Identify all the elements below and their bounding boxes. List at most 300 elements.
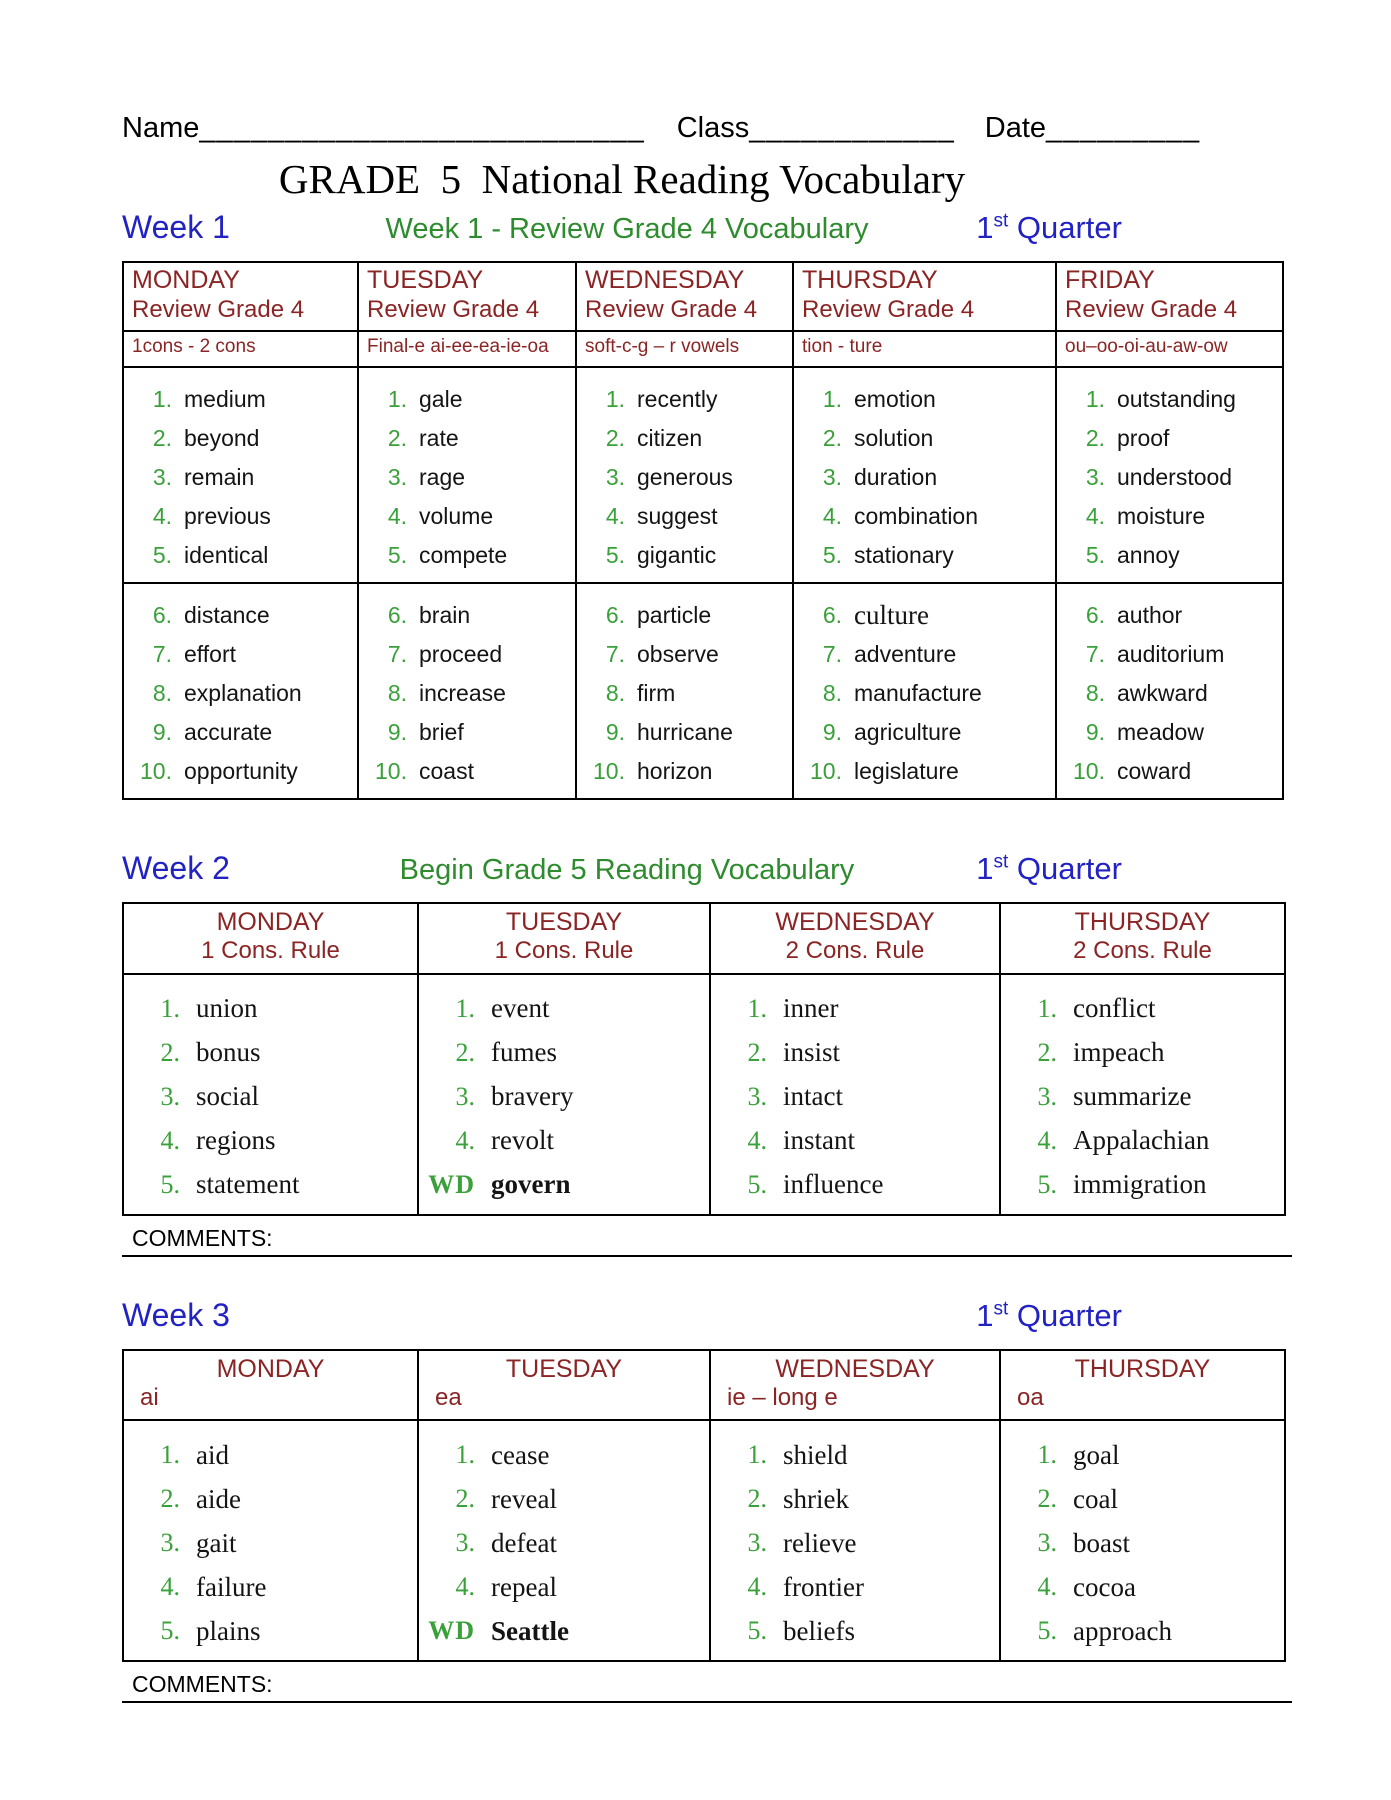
item-number: 1.	[747, 1440, 767, 1470]
vocab-item	[359, 458, 575, 497]
vocab-item	[577, 380, 792, 419]
day-header-cell	[575, 263, 792, 332]
item-number: 7.	[152, 640, 172, 667]
vocab-item	[124, 497, 357, 536]
item-number: 5.	[160, 1169, 180, 1199]
item-number: 3.	[455, 1081, 475, 1111]
quarter-superscript: st	[993, 1298, 1009, 1320]
vocab-item	[124, 536, 357, 575]
item-word: compete	[419, 541, 508, 568]
item-word: coal	[1073, 1483, 1118, 1514]
item-word: approach	[1073, 1615, 1172, 1646]
vocab-item	[794, 380, 1055, 419]
vocab-items-block	[709, 1421, 999, 1660]
vocab-item	[359, 419, 575, 458]
item-number: 5.	[1085, 541, 1105, 568]
vocab-item	[124, 380, 357, 419]
comments-line	[122, 1225, 1292, 1257]
item-word: remain	[184, 463, 255, 490]
day-name: THURSDAY	[1074, 907, 1211, 936]
week-center-heading: Begin Grade 5 Reading Vocabulary	[399, 853, 855, 886]
vocab-items-block	[124, 584, 357, 798]
item-word: horizon	[637, 757, 713, 784]
vocab-item	[124, 713, 357, 752]
date-label: Date	[984, 112, 1047, 144]
vocab-items-block	[575, 368, 792, 584]
vocab-item	[1057, 536, 1282, 575]
item-number: 3.	[1037, 1081, 1057, 1111]
item-word: increase	[419, 679, 506, 706]
day-header-cell	[1055, 263, 1282, 332]
day-subtitle: Review Grade 4	[1065, 295, 1238, 323]
item-number: 4.	[160, 1572, 180, 1602]
item-number: 6.	[822, 601, 842, 628]
item-number: 1.	[455, 993, 475, 1023]
vocab-item	[577, 419, 792, 458]
vocab-item	[124, 1521, 417, 1565]
day-header-cell	[999, 904, 1284, 975]
item-number: 8.	[822, 679, 842, 706]
item-number: 2.	[455, 1037, 475, 1067]
phonics-rule-cell: tion - ture	[792, 332, 1055, 368]
vocab-item	[419, 1565, 709, 1609]
item-number: 9.	[1085, 718, 1105, 745]
item-number: 2.	[747, 1484, 767, 1514]
item-word: beliefs	[783, 1615, 855, 1646]
day-header-cell	[124, 263, 357, 332]
day-name: WEDNESDAY	[775, 1354, 935, 1383]
vocab-item	[577, 596, 792, 635]
item-number: 2.	[605, 424, 625, 451]
item-word: understood	[1117, 463, 1233, 490]
item-number: 4.	[822, 502, 842, 529]
item-word: accurate	[184, 718, 273, 745]
item-word: stationary	[854, 541, 954, 568]
day-name: TUESDAY	[367, 266, 484, 294]
item-number: 1.	[455, 1440, 475, 1470]
vocab-item	[1001, 1433, 1284, 1477]
day-subtitle: oa	[1017, 1384, 1044, 1412]
page-title: GRADE 5 National Reading Vocabulary	[278, 156, 966, 202]
item-number: 4.	[1085, 502, 1105, 529]
vocab-item	[359, 674, 575, 713]
item-word: manufacture	[854, 679, 982, 706]
vocab-item	[577, 497, 792, 536]
item-word: shriek	[783, 1483, 849, 1514]
day-name: MONDAY	[216, 907, 325, 936]
comments-label: COMMENTS:	[132, 1224, 273, 1251]
day-header-cell	[417, 1351, 709, 1422]
phonics-rule-cell: soft-c-g – r vowels	[575, 332, 792, 368]
item-number: 4.	[152, 502, 172, 529]
item-word: brain	[419, 601, 471, 628]
item-word: culture	[854, 599, 929, 630]
item-word: author	[1117, 601, 1183, 628]
item-number: 5.	[1037, 1169, 1057, 1199]
vocab-item	[577, 752, 792, 791]
item-word: shield	[783, 1439, 848, 1470]
item-word: conflict	[1073, 993, 1156, 1024]
vocab-item	[419, 1031, 709, 1075]
item-word: instant	[783, 1125, 855, 1156]
item-number: 4.	[747, 1572, 767, 1602]
item-word: gigantic	[637, 541, 717, 568]
vocab-item	[124, 1163, 417, 1207]
item-word: bravery	[491, 1081, 574, 1112]
vocab-item	[711, 1031, 999, 1075]
day-subtitle: 2 Cons. Rule	[1073, 937, 1212, 965]
day-subtitle: ie – long e	[727, 1384, 838, 1412]
item-word: hurricane	[637, 718, 733, 745]
vocab-item	[1057, 752, 1282, 791]
item-number: 2.	[1085, 424, 1105, 451]
item-word: proceed	[419, 640, 503, 667]
vocab-table-week-3	[122, 1349, 1286, 1663]
item-number: 8.	[605, 679, 625, 706]
vocab-item	[124, 1031, 417, 1075]
vocab-item	[419, 1609, 709, 1653]
item-number: 1.	[605, 385, 625, 412]
item-number: 8.	[387, 679, 407, 706]
vocab-item	[359, 752, 575, 791]
vocab-item	[711, 1565, 999, 1609]
item-number: 1.	[1037, 1440, 1057, 1470]
item-word: cease	[491, 1439, 550, 1470]
item-word: generous	[637, 463, 733, 490]
day-header-cell	[417, 904, 709, 975]
date-blank-line: _________	[1046, 112, 1201, 144]
day-header-cell	[357, 263, 575, 332]
item-number: 3.	[387, 463, 407, 490]
item-number: 10.	[810, 757, 842, 784]
item-word: auditorium	[1117, 640, 1225, 667]
item-word: previous	[184, 502, 271, 529]
word-of-day-marker: WD	[428, 1169, 475, 1199]
item-word: rage	[419, 463, 466, 490]
quarter-label: 1st Quarter	[976, 210, 1122, 245]
item-word: Seattle	[491, 1615, 569, 1646]
item-number: 2.	[387, 424, 407, 451]
vocab-items-block	[124, 975, 417, 1214]
vocab-items-block	[792, 368, 1055, 584]
day-subtitle: ea	[435, 1384, 462, 1412]
week-label: Week 3	[122, 1296, 230, 1333]
vocab-item	[711, 1477, 999, 1521]
vocab-items-block	[417, 1421, 709, 1660]
item-number: 10.	[375, 757, 407, 784]
vocab-item	[419, 987, 709, 1031]
vocab-items-block	[1055, 584, 1282, 798]
vocab-item	[359, 635, 575, 674]
day-name: WEDNESDAY	[585, 266, 745, 294]
vocab-item	[1057, 419, 1282, 458]
day-subtitle: Review Grade 4	[585, 295, 758, 323]
item-word: adventure	[854, 640, 957, 667]
item-number: 3.	[822, 463, 842, 490]
comments-label: COMMENTS:	[132, 1671, 273, 1698]
item-number: 3.	[605, 463, 625, 490]
item-number: 9.	[152, 718, 172, 745]
item-word: outstanding	[1117, 385, 1236, 412]
vocab-item	[1001, 1031, 1284, 1075]
vocab-item	[1001, 1521, 1284, 1565]
vocab-item	[577, 713, 792, 752]
week-heading-row	[122, 850, 1122, 902]
item-word: coast	[419, 757, 474, 784]
item-word: identical	[184, 541, 269, 568]
item-word: union	[196, 993, 258, 1024]
item-number: 1.	[1037, 993, 1057, 1023]
item-number: 5.	[387, 541, 407, 568]
item-word: impeach	[1073, 1037, 1165, 1068]
day-name: MONDAY	[216, 1354, 325, 1383]
item-word: rate	[419, 424, 459, 451]
item-word: event	[491, 993, 550, 1024]
item-number: 5.	[747, 1169, 767, 1199]
week-heading-row	[122, 1297, 1122, 1349]
vocab-item	[794, 674, 1055, 713]
item-number: 9.	[822, 718, 842, 745]
vocab-items-block	[124, 368, 357, 584]
day-name: TUESDAY	[505, 1354, 623, 1383]
vocab-item	[419, 1521, 709, 1565]
vocab-item	[419, 1075, 709, 1119]
item-word: statement	[196, 1169, 300, 1200]
vocab-items-block	[357, 584, 575, 798]
vocab-item	[124, 458, 357, 497]
item-word: volume	[419, 502, 494, 529]
day-header-cell	[792, 263, 1055, 332]
item-number: 1.	[1085, 385, 1105, 412]
vocab-item	[1057, 596, 1282, 635]
vocab-item	[359, 380, 575, 419]
vocab-item	[124, 987, 417, 1031]
quarter-superscript: st	[993, 851, 1009, 873]
vocab-items-block	[999, 1421, 1284, 1660]
vocab-item	[711, 1609, 999, 1653]
day-subtitle: 1 Cons. Rule	[494, 937, 634, 965]
item-number: 4.	[1037, 1572, 1057, 1602]
item-word: proof	[1117, 424, 1170, 451]
item-number: 2.	[747, 1037, 767, 1067]
item-number: 6.	[605, 601, 625, 628]
vocab-item	[124, 1609, 417, 1653]
vocab-item	[124, 1565, 417, 1609]
vocab-items-block	[357, 368, 575, 584]
item-number: 9.	[387, 718, 407, 745]
day-header-cell	[124, 1351, 417, 1422]
vocab-item	[577, 635, 792, 674]
item-word: intact	[783, 1081, 843, 1112]
item-number: 1.	[747, 993, 767, 1023]
vocab-item	[1001, 1565, 1284, 1609]
vocab-item	[1001, 1163, 1284, 1207]
item-number: 2.	[822, 424, 842, 451]
item-word: aide	[196, 1483, 241, 1514]
item-number: 1.	[152, 385, 172, 412]
item-number: 5.	[605, 541, 625, 568]
item-word: meadow	[1117, 718, 1204, 745]
item-word: firm	[637, 679, 676, 706]
vocab-item	[359, 713, 575, 752]
item-number: 3.	[747, 1081, 767, 1111]
quarter-label: 1st Quarter	[976, 850, 1122, 886]
item-number: 1.	[160, 1440, 180, 1470]
item-number: 4.	[387, 502, 407, 529]
class-label: Class	[676, 112, 750, 144]
day-subtitle: 1 Cons. Rule	[201, 937, 340, 965]
item-word: aid	[196, 1439, 229, 1470]
vocab-item	[794, 635, 1055, 674]
vocab-item	[124, 1075, 417, 1119]
day-subtitle: Review Grade 4	[132, 295, 305, 323]
vocab-item	[711, 987, 999, 1031]
item-number: 4.	[455, 1572, 475, 1602]
item-number: 4.	[1037, 1125, 1057, 1155]
item-number: 3.	[152, 463, 172, 490]
quarter-superscript: st	[993, 210, 1009, 232]
name-label: Name	[122, 112, 200, 144]
item-word: social	[196, 1081, 259, 1112]
vocab-item	[359, 536, 575, 575]
item-word: medium	[184, 385, 266, 412]
item-number: 6.	[387, 601, 407, 628]
vocab-item	[711, 1075, 999, 1119]
item-number: 10.	[1073, 757, 1105, 784]
vocab-item	[1057, 635, 1282, 674]
item-word: observe	[637, 640, 719, 667]
comments-line	[122, 1671, 1292, 1703]
item-number: 1.	[160, 993, 180, 1023]
item-number: 6.	[152, 601, 172, 628]
item-word: gale	[419, 385, 463, 412]
item-word: plains	[196, 1615, 261, 1646]
name-blank-line: __________________________	[199, 112, 645, 144]
day-subtitle: ai	[140, 1384, 159, 1412]
item-word: summarize	[1073, 1081, 1192, 1112]
vocab-item	[711, 1433, 999, 1477]
quarter-label: 1st Quarter	[976, 1297, 1122, 1333]
name-class-date-row	[122, 112, 1201, 145]
item-number: 5.	[747, 1616, 767, 1646]
item-word: effort	[184, 640, 236, 667]
vocab-items-block	[709, 975, 999, 1214]
vocab-item	[711, 1521, 999, 1565]
item-number: 5.	[822, 541, 842, 568]
item-number: 8.	[152, 679, 172, 706]
item-number: 2.	[1037, 1484, 1057, 1514]
item-word: Appalachian	[1073, 1125, 1210, 1156]
vocab-table-week-2	[122, 902, 1286, 1216]
item-number: 3.	[1085, 463, 1105, 490]
item-word: particle	[637, 601, 712, 628]
phonics-rule-cell: ou–oo-oi-au-aw-ow	[1055, 332, 1282, 368]
vocab-item	[419, 1119, 709, 1163]
item-word: moisture	[1117, 502, 1206, 529]
word-of-day-marker: WD	[428, 1616, 475, 1646]
vocab-item	[124, 1477, 417, 1521]
item-number: 1.	[387, 385, 407, 412]
vocab-item	[124, 596, 357, 635]
item-word: coward	[1117, 757, 1192, 784]
item-word: beyond	[184, 424, 260, 451]
vocab-items-block	[999, 975, 1284, 1214]
item-word: brief	[419, 718, 464, 745]
week-label: Week 2	[122, 849, 230, 886]
item-word: awkward	[1117, 679, 1208, 706]
vocab-item	[419, 1433, 709, 1477]
vocab-item	[124, 1119, 417, 1163]
vocab-items-block	[792, 584, 1055, 798]
item-word: emotion	[854, 385, 936, 412]
item-number: 7.	[822, 640, 842, 667]
item-word: govern	[491, 1169, 571, 1200]
vocab-item	[577, 458, 792, 497]
day-header-cell	[709, 904, 999, 975]
item-word: influence	[783, 1169, 884, 1200]
vocab-item	[1001, 1119, 1284, 1163]
vocab-item	[124, 674, 357, 713]
vocab-item	[794, 596, 1055, 635]
item-number: 5.	[152, 541, 172, 568]
vocab-item	[1057, 497, 1282, 536]
item-word: goal	[1073, 1439, 1120, 1470]
item-number: 2.	[160, 1484, 180, 1514]
vocab-item	[124, 752, 357, 791]
day-name: THURSDAY	[802, 266, 938, 294]
item-word: boast	[1073, 1527, 1130, 1558]
vocab-item	[711, 1119, 999, 1163]
item-number: 2.	[160, 1037, 180, 1067]
vocab-item	[124, 1433, 417, 1477]
item-word: bonus	[196, 1037, 261, 1068]
item-word: fumes	[491, 1037, 557, 1068]
item-word: recently	[637, 385, 718, 412]
item-word: agriculture	[854, 718, 962, 745]
item-word: regions	[196, 1125, 276, 1156]
vocab-item	[577, 674, 792, 713]
item-number: 2.	[152, 424, 172, 451]
item-word: solution	[854, 424, 934, 451]
vocab-item	[1057, 713, 1282, 752]
vocab-item	[359, 497, 575, 536]
item-word: immigration	[1073, 1169, 1207, 1200]
item-number: 7.	[387, 640, 407, 667]
vocab-items-block	[1055, 368, 1282, 584]
item-word: frontier	[783, 1571, 864, 1602]
item-word: gait	[196, 1527, 237, 1558]
item-number: 3.	[455, 1528, 475, 1558]
weeks-container	[122, 209, 1391, 1703]
item-number: 3.	[160, 1081, 180, 1111]
item-word: reveal	[491, 1483, 557, 1514]
vocab-item	[794, 713, 1055, 752]
item-word: defeat	[491, 1527, 557, 1558]
day-header-cell	[124, 904, 417, 975]
item-number: 10.	[593, 757, 625, 784]
vocab-item	[1001, 1477, 1284, 1521]
item-word: explanation	[184, 679, 302, 706]
week-section-1	[122, 209, 1391, 800]
item-number: 10.	[140, 757, 172, 784]
class-blank-line: ____________	[749, 112, 955, 144]
phonics-rule-cell: 1cons - 2 cons	[124, 332, 357, 368]
item-word: insist	[783, 1037, 841, 1068]
vocab-item	[1001, 1075, 1284, 1119]
vocab-table-week-1	[122, 261, 1284, 800]
vocab-item	[1001, 1609, 1284, 1653]
vocab-item	[1057, 380, 1282, 419]
